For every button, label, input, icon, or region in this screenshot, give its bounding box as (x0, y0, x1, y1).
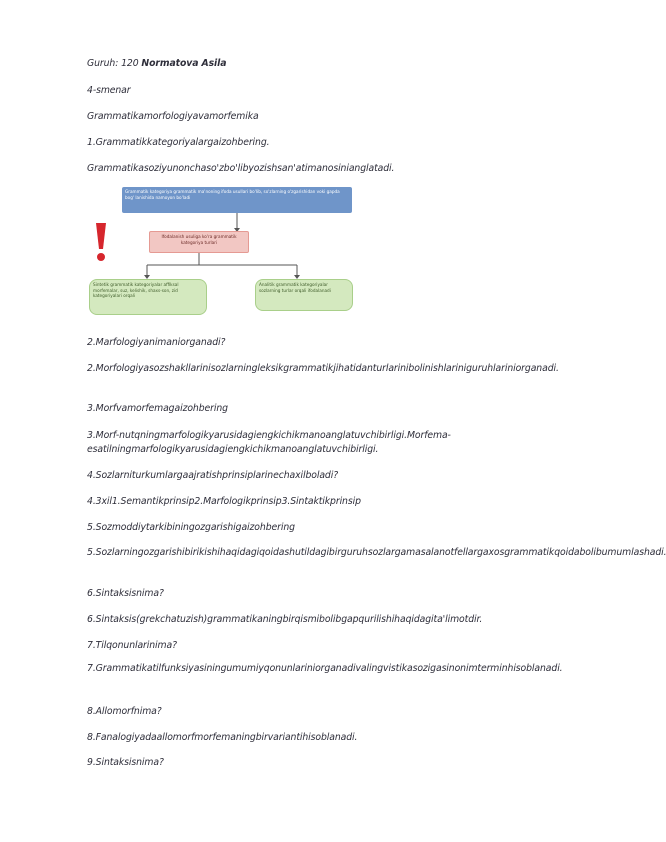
diagram-left-box: Sintetik grammatik kategoriyalar affiksal morfemalar, suz, kelishik, shaxs-son, zid kategoriyalari orqali (89, 279, 207, 315)
answer-1: Grammatikasoziyunonchaso'zbo'libyozishsan'atimanosinianglatadi. (87, 163, 395, 174)
topic-title: Grammatikamorfologiyavamorfemika (87, 111, 259, 122)
answer-8: 8.Fanalogiyadaallomorfmorfemaningbirvariantihisoblanadi. (87, 732, 358, 743)
question-5: 5.Sozmoddiytarkibiningozgarishigaizohbering (87, 522, 295, 533)
question-3: 3.Morfvamorfemagaizohbering (87, 403, 228, 414)
question-9: 9.Sintaksisnima? (87, 757, 164, 768)
diagram-top-box: Grammatik kategoriya grammatik ma'noning ifoda usullari bo'lib, so'zlarning o'zgarishidan voki gapda bog' lanishida namoyon bo'ladi (122, 187, 352, 213)
answer-4: 4.3xil1.Semantikprinsip2.Marfologikprinsip3.Sintaktikprinsip (87, 496, 361, 507)
question-7: 7.Tilqonunlarinima? (87, 640, 177, 651)
answer-3: 3.Morf-nutqningmarfologikyarusidagiengkichikmanoanglatuvchibirligi.Morfema-esatilningmarfologikyarusidagiengkichikmanoanglatuvchibirligi. (87, 430, 451, 455)
diagram-middle-box: Ifodalanish usuliga ko'ra grammatik kategoriya turlari (149, 231, 249, 253)
student-name: Normatova Asila (141, 58, 227, 69)
grammar-category-diagram (87, 183, 353, 318)
answer-2: 2.Morfologiyasozshakllarinisozlarningleksikgrammatikjihatidanturlarinibolinishlariniguruhlariniorganadi. (87, 363, 559, 374)
answer-5: 5.Sozlarningozgarishibirikishihaqidagiqoidashutildagibirguruhsozlargamasalanotfellargaxosgrammatikqoidabolibumumlashadi. (87, 547, 666, 558)
exclamation-icon (90, 221, 112, 263)
question-6: 6.Sintaksisnima? (87, 588, 164, 599)
answer-7: 7.Grammatikatilfunksiyasiningumumiyqonunlariniorganadivalingvistikasozigasinonimterminhisoblanadi. (87, 663, 563, 674)
question-4: 4.Sozlarniturkumlargaajratishprinsiplarinechaxilboladi? (87, 470, 339, 481)
answer-6: 6.Sintaksis(grekchatuzish)grammatikaningbirqismibolibgapqurilishihaqidagita'limotdir. (87, 614, 483, 625)
question-8: 8.Allomorfnima? (87, 706, 162, 717)
group-label: Guruh: 120 (87, 58, 139, 69)
header-line (87, 57, 557, 71)
diagram-right-box: Analitik grammatik kategoriyalar sozlarning turlar orqali ifodalanadi (255, 279, 353, 311)
seminar-label: 4-smenar (87, 85, 131, 96)
question-2: 2.Marfologiyanimaniorganadi? (87, 337, 226, 348)
question-1: 1.Grammatikkategoriyalargaizohbering. (87, 137, 270, 148)
